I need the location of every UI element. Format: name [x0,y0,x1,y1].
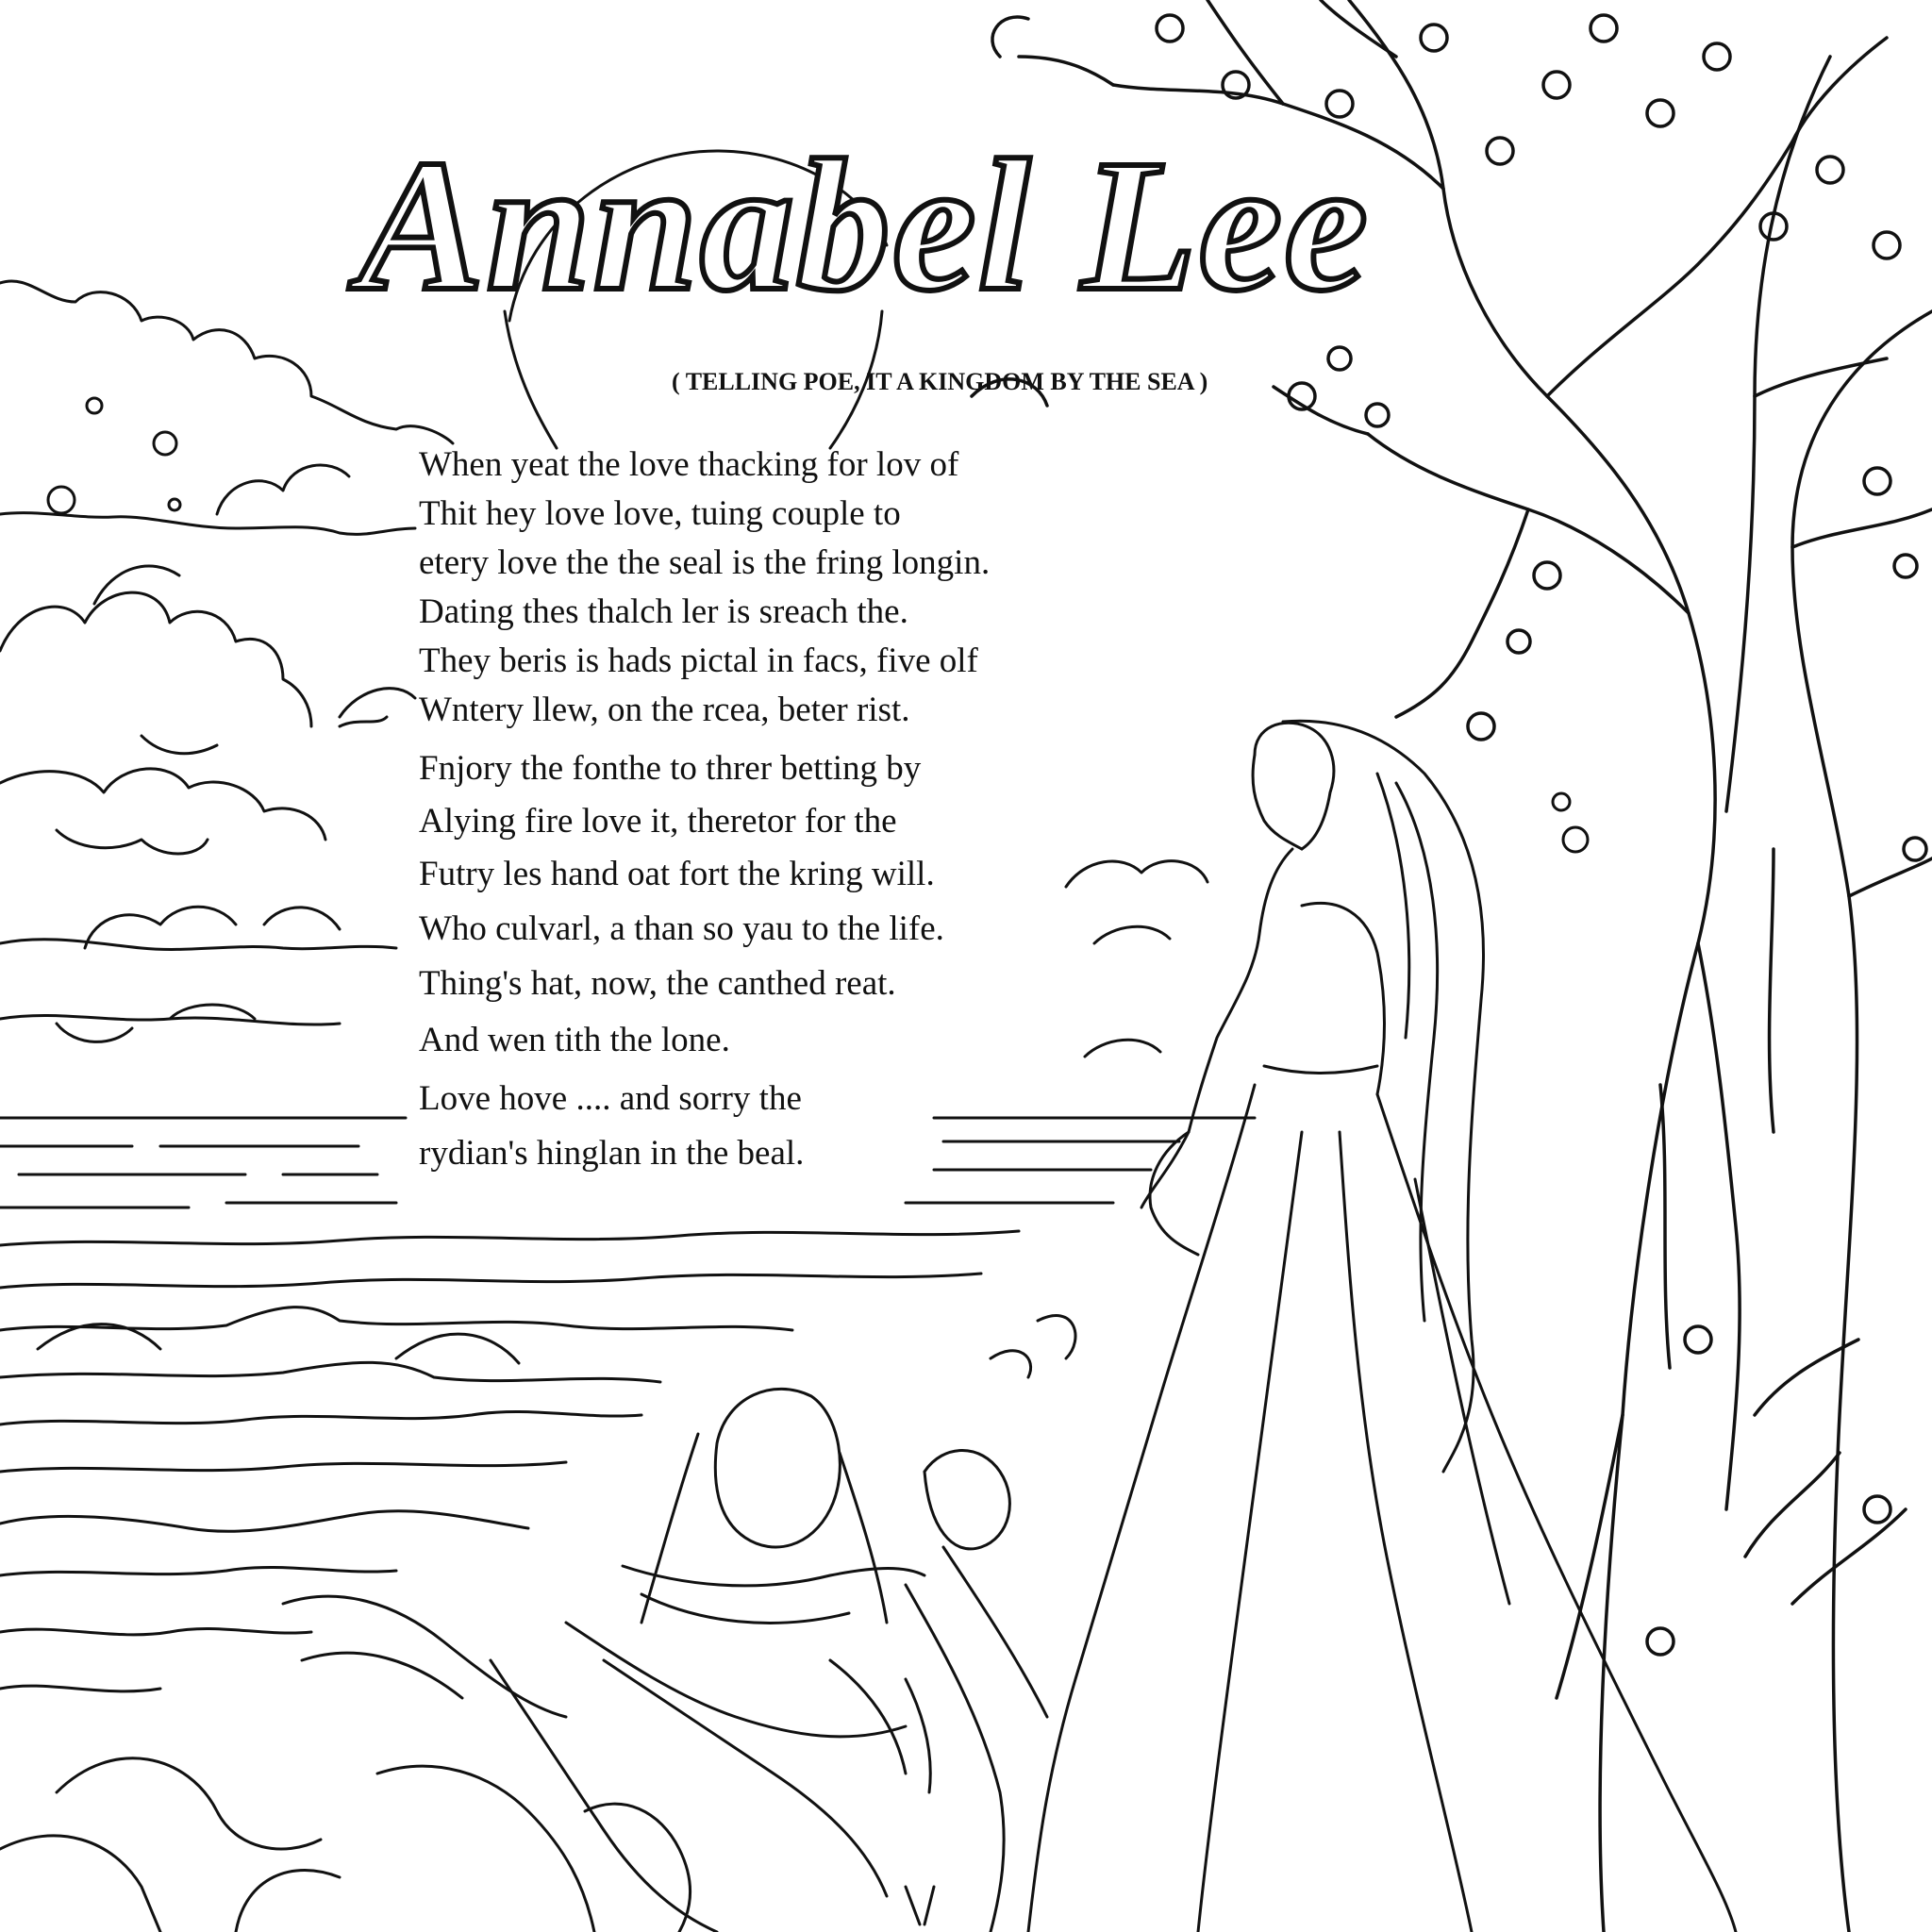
poem-line: Dating thes thalch ler is sreach the. [419,592,908,631]
poem-line: Who culvarl, a than so yau to the life. [419,909,944,948]
poem-line: And wen tith the lone. [419,1021,730,1059]
sea-waves [0,1118,1255,1932]
poem-line: etery love the the seal is the fring longin. [419,543,991,582]
reclining-figures [283,1389,1047,1932]
page-title: Annabel Lee [358,122,1370,330]
poem-line: Alying fire love it, theretor for the [419,802,897,841]
subtitle: ( TELLING POE, IT A KINGDOM BY THE SEA ) [672,368,1208,395]
poem-line: When yeat the love thacking for lov of [419,445,959,484]
poem-line: rydian's hinglan in the beal. [419,1134,805,1173]
poem-line: Thing's hat, now, the canthed reat. [419,964,896,1003]
poem-line: Wntery llew, on the rcea, beter rist. [419,691,910,729]
poem-line: Futry les hand oat fort the kring will. [419,855,935,893]
poem-line: Love hove .... and sorry the [419,1079,802,1118]
poem-line: Fnjory the fonthe to threr betting by [419,749,922,788]
poem-line: Thit hey love love, tuing couple to [419,494,901,533]
poem-line: They beris is hads pictal in facs, five olf [419,641,978,680]
